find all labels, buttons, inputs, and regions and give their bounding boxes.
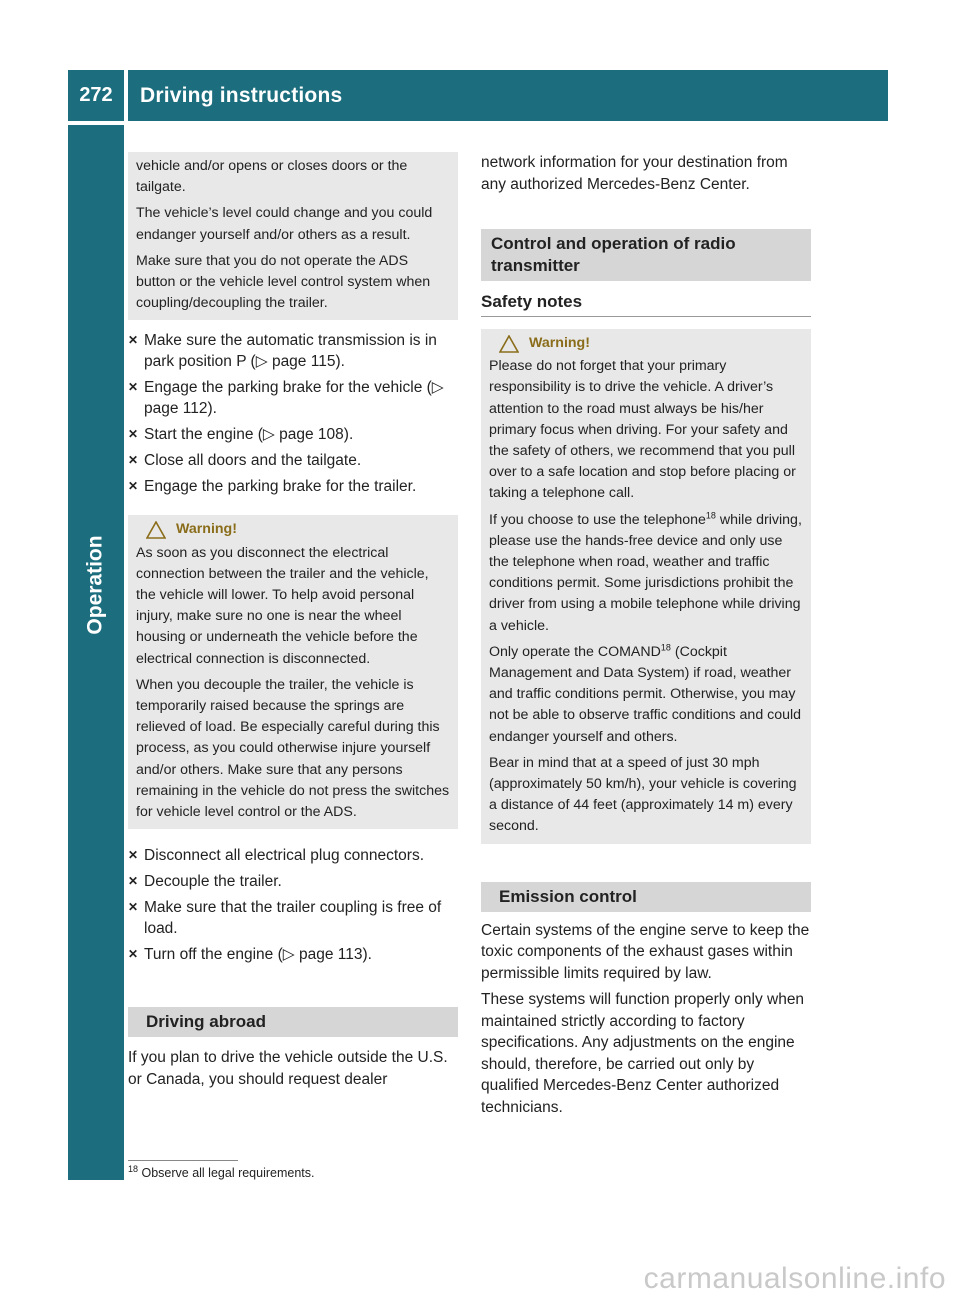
subheading-safety-notes: Safety notes bbox=[481, 291, 811, 317]
warning-box bbox=[128, 515, 458, 829]
footnote-ref: 18 bbox=[705, 509, 716, 520]
left-column bbox=[128, 152, 458, 1095]
footnote bbox=[128, 1163, 315, 1180]
side-tab-label: Operation bbox=[84, 535, 107, 635]
continuation-text: network information for your destination from any authorized Mercedes-Benz Center. bbox=[481, 154, 788, 193]
warning-heading bbox=[136, 519, 450, 540]
section-side-tab bbox=[68, 125, 124, 1180]
step-item: ✕ Decouple the trailer. bbox=[128, 871, 458, 892]
warning-box bbox=[481, 329, 811, 844]
emission-paragraph: Certain systems of the engine serve to keep the toxic components of the exhaust gases within permissible limits required by law. bbox=[481, 921, 810, 982]
box-line: Make sure that you do not operate the ADS button or the vehicle level control system when coupling/decoupling the trailer. bbox=[136, 252, 431, 312]
text-run: while driving, please use the hands-free device and only use the telephone when road, weather and traffic conditions permit. Some jurisdictions prohibit the driver from using a mobile telephone while driving a vehicle. bbox=[489, 511, 802, 634]
warning-triangle-icon bbox=[499, 335, 519, 353]
driving-abroad-text: If you plan to drive the vehicle outside the U.S. or Canada, you should request dealer bbox=[128, 1049, 448, 1088]
footnote-divider bbox=[128, 1160, 238, 1161]
warning-paragraph: As soon as you disconnect the electrical connection between the trailer and the vehicle, the vehicle will lower. To help avoid personal injury, make sure no one is near the wheel housing or underneath the vehicle before the electrical connection is disconnected. bbox=[136, 544, 429, 667]
step-item: ✕ Close all doors and the tailgate. bbox=[128, 450, 458, 471]
step-item: ✕ Turn off the engine (▷ page 113). bbox=[128, 944, 458, 965]
right-column bbox=[481, 152, 811, 1123]
emission-paragraph: These systems will function properly only when maintained strictly according to factory specifications. Any adjustments on the engine should, therefore, be carried out only by qualified Mercedes-Benz Center authorized technicians. bbox=[481, 991, 805, 1116]
warning-heading bbox=[489, 333, 803, 354]
warning-triangle-icon bbox=[146, 521, 166, 539]
text-run: (Cockpit Management and Data System) if road, weather and traffic conditions permit. Otherwise, you may not be able to observe traffic conditions and could endanger yourself and others. bbox=[489, 643, 802, 745]
step-item: ✕ Engage the parking brake for the trailer. bbox=[128, 476, 458, 497]
step-list bbox=[128, 845, 458, 965]
step-list bbox=[128, 330, 458, 497]
warning-label: Warning! bbox=[529, 335, 590, 351]
warning-paragraph: Bear in mind that at a speed of just 30 mph (approximately 50 km/h), your vehicle is covering a distance of 44 feet (approximately 14 m) every second. bbox=[489, 754, 797, 835]
step-item: ✕ Make sure the automatic transmission is in park position P (▷ page 115). bbox=[128, 330, 458, 372]
warning-paragraph bbox=[489, 642, 803, 748]
watermark: carmanualsonline.info bbox=[643, 1262, 946, 1295]
step-item: ✕ Start the engine (▷ page 108). bbox=[128, 424, 458, 445]
page-title: Driving instructions bbox=[128, 70, 888, 121]
section-heading-driving-abroad: Driving abroad bbox=[128, 1007, 458, 1037]
box-line: The vehicle’s level could change and you could endanger yourself and/or others as a result. bbox=[136, 205, 433, 243]
warning-label: Warning! bbox=[176, 521, 237, 538]
warning-box-continued bbox=[128, 152, 458, 320]
section-heading-emission: Emission control bbox=[481, 882, 811, 912]
text-run: If you choose to use the telephone bbox=[489, 511, 706, 528]
warning-paragraph: Please do not forget that your primary responsibility is to drive the vehicle. A driver’s attention to the road must always be his/her primary focus when driving. For your safety and the safety of others, we recommend that you pull over to a safe location and stop before placing or taking a telephone call. bbox=[489, 358, 796, 502]
footnote-ref: 18 bbox=[660, 642, 671, 653]
text-run: Only operate the COMAND bbox=[489, 643, 661, 660]
footnote-text: Observe all legal requirements. bbox=[138, 1166, 315, 1180]
step-item: ✕ Engage the parking brake for the vehicle (▷ page 112). bbox=[128, 377, 458, 419]
page-number: 272 bbox=[68, 70, 124, 121]
section-heading-radio: Control and operation of radio transmitter bbox=[481, 229, 811, 281]
warning-paragraph: When you decouple the trailer, the vehicle is temporarily raised because the springs are relieved of load. Be especially careful during this process, as you could otherwise injure yourself and/or others. Make sure that any persons remaining in the vehicle do not press the switches for vehicle level control or the ADS. bbox=[136, 676, 450, 821]
box-line: vehicle and/or opens or closes doors or the tailgate. bbox=[136, 158, 408, 196]
step-item: ✕ Disconnect all electrical plug connectors. bbox=[128, 845, 458, 866]
warning-paragraph bbox=[489, 510, 803, 637]
step-item: ✕ Make sure that the trailer coupling is free of load. bbox=[128, 897, 458, 939]
footnote-number: 18 bbox=[128, 1163, 139, 1174]
